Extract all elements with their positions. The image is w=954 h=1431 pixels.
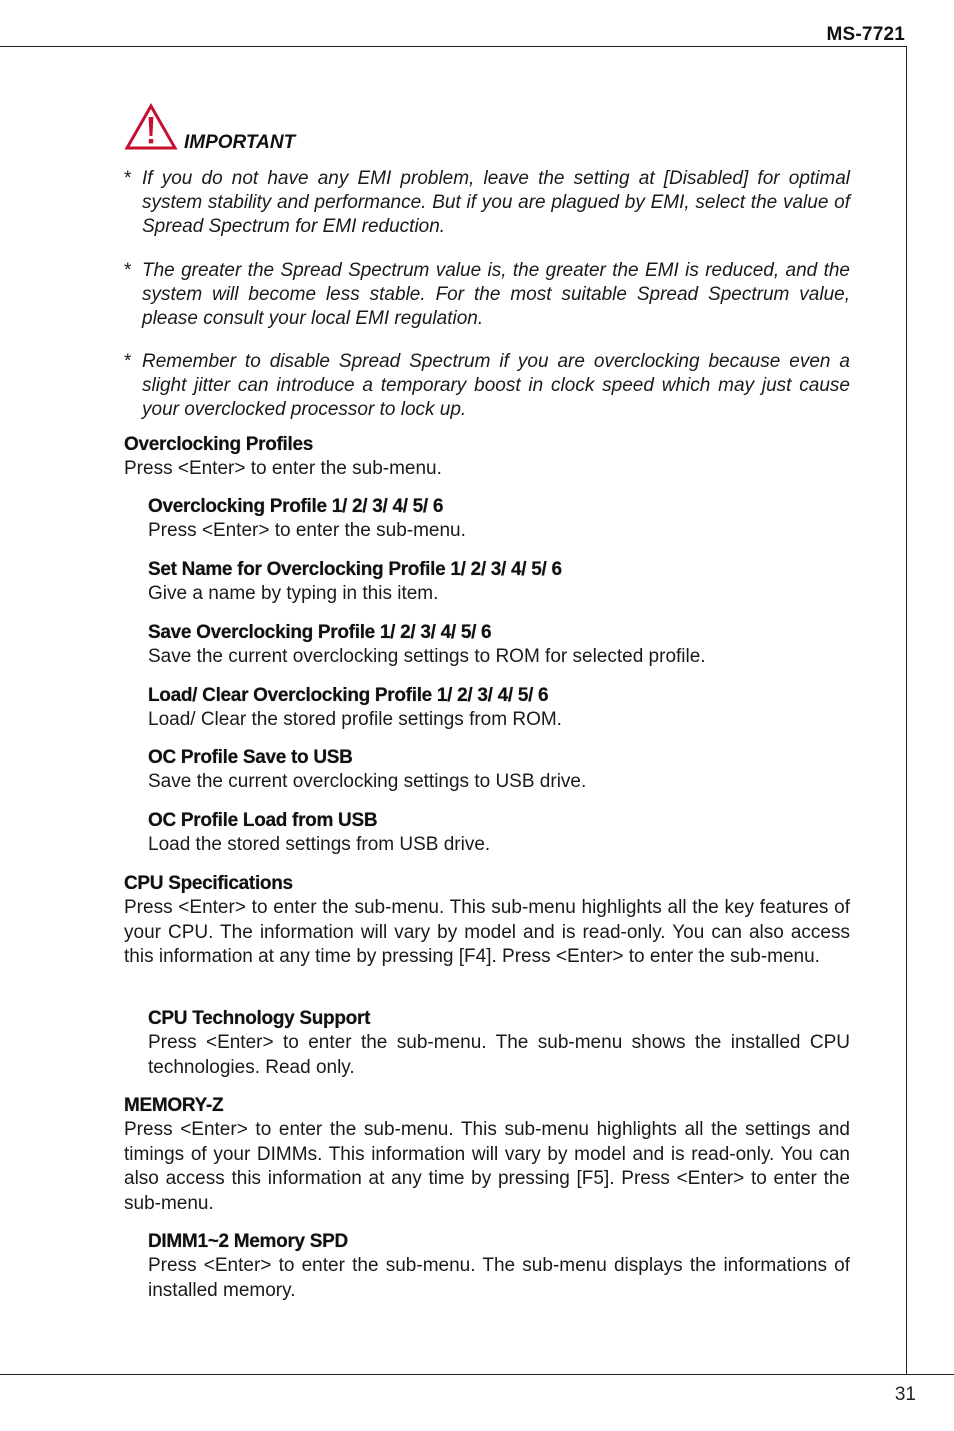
section-save-profile	[148, 621, 850, 670]
section-text: Give a name by typing in this item.	[148, 583, 439, 604]
section-text: Press <Enter> to enter the sub-menu. This sub-menu highlights all the key features of your CPU. The information will vary by model and is read-only. You can also access this information at any time by pressing [F4]. Press <Enter> to enter the sub-menu.	[124, 897, 850, 967]
section-cpu-specifications	[124, 872, 850, 970]
note-text: The greater the Spread Spectrum value is, the greater the EMI is reduced, and the system will become less stable. For the most suitable Spread Spectrum value, please consult your local EMI regulation.	[142, 260, 850, 329]
section-title: CPU Specifications	[124, 873, 293, 894]
section-load-from-usb	[148, 809, 850, 858]
section-memory-z	[124, 1094, 850, 1216]
section-dimm-memory-spd	[148, 1230, 850, 1303]
section-load-clear-profile	[148, 684, 850, 733]
note-text: Remember to disable Spread Spectrum if you are overclocking because even a slight jitter can introduce a temporary boost in clock speed which may just cause your overclocked processor to lock up.	[142, 351, 850, 420]
section-text: Press <Enter> to enter the sub-menu.	[124, 458, 442, 479]
section-text: Press <Enter> to enter the sub-menu.	[148, 520, 466, 541]
section-title: Overclocking Profiles	[124, 434, 314, 455]
note-bullet: *	[124, 260, 132, 281]
section-title: MEMORY-Z	[124, 1095, 224, 1116]
margin-rule	[906, 46, 907, 1374]
footer-rule	[0, 1374, 954, 1375]
section-text: Load the stored settings from USB drive.	[148, 834, 491, 855]
section-text: Press <Enter> to enter the sub-menu. The sub-menu displays the informations of installed memory.	[148, 1255, 850, 1301]
section-title: OC Profile Load from USB	[148, 810, 378, 831]
section-text: Save the current overclocking settings to ROM for selected profile.	[148, 646, 706, 667]
note-bullet: *	[124, 351, 132, 372]
important-note	[124, 259, 850, 331]
section-title: CPU Technology Support	[148, 1008, 371, 1029]
important-note	[124, 167, 850, 239]
warning-triangle-icon	[124, 103, 178, 151]
section-title: Overclocking Profile 1/ 2/ 3/ 4/ 5/ 6	[148, 496, 444, 517]
note-bullet: *	[124, 168, 132, 189]
section-overclocking-profile-n	[148, 495, 850, 544]
important-note	[124, 350, 850, 422]
section-title: Set Name for Overclocking Profile 1/ 2/ 3/ 4/ 5/ 6	[148, 559, 562, 580]
section-cpu-technology-support	[148, 1007, 850, 1080]
section-title: Save Overclocking Profile 1/ 2/ 3/ 4/ 5/ 6	[148, 622, 492, 643]
important-title: IMPORTANT	[184, 132, 296, 153]
section-text: Save the current overclocking settings to USB drive.	[148, 771, 587, 792]
section-text: Load/ Clear the stored profile settings from ROM.	[148, 709, 562, 730]
section-title: DIMM1~2 Memory SPD	[148, 1231, 348, 1252]
section-overclocking-profiles	[124, 433, 850, 482]
section-text: Press <Enter> to enter the sub-menu. This sub-menu highlights all the settings and timings of your DIMMs. This information will vary by model and is read-only. You can also access this information at any time by pressing [F5]. Press <Enter> to enter the sub-menu.	[124, 1119, 850, 1214]
page-number: 31	[894, 1384, 916, 1405]
section-text: Press <Enter> to enter the sub-menu. The sub-menu shows the installed CPU technologies. Read only.	[148, 1032, 850, 1078]
section-title: Load/ Clear Overclocking Profile 1/ 2/ 3/ 4/ 5/ 6	[148, 685, 549, 706]
note-text: If you do not have any EMI problem, leave the setting at [Disabled] for optimal system stability and performance. But if you are plagued by EMI, select the value of Spread Spectrum for EMI reduction.	[142, 168, 850, 237]
header-rule	[0, 46, 907, 47]
section-set-name	[148, 558, 850, 607]
section-save-to-usb	[148, 746, 850, 795]
section-title: OC Profile Save to USB	[148, 747, 353, 768]
model-number: MS-7721	[826, 24, 905, 45]
